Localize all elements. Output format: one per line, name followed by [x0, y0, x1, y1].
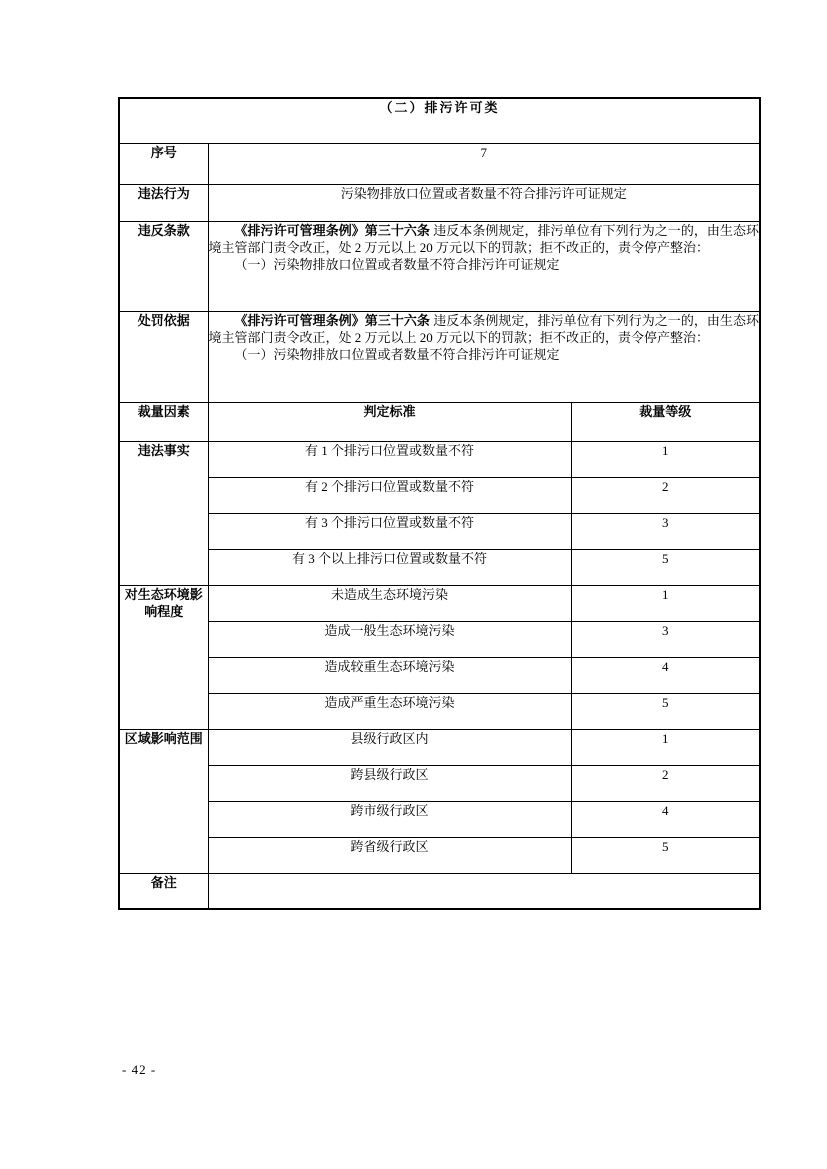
grade-cell: 5	[571, 838, 760, 874]
remark-label: 备注	[119, 874, 208, 910]
penalty-basis-item: （一）污染物排放口位置或者数量不符合排污许可证规定	[234, 347, 560, 362]
serial-label: 序号	[119, 144, 208, 185]
table-row	[119, 802, 760, 838]
grade-cell: 2	[571, 766, 760, 802]
table-row	[119, 658, 760, 694]
table-title: （二）排污许可类	[119, 98, 760, 144]
statute-citation: 《排污许可管理条例》第三十六条	[234, 223, 430, 238]
factor-group-label-impact: 对生态环境影响程度	[119, 586, 208, 730]
table-row	[119, 442, 760, 478]
serial-value: 7	[208, 144, 760, 185]
grade-cell: 1	[571, 586, 760, 622]
table-row	[119, 622, 760, 658]
table-row	[119, 694, 760, 730]
table-row	[119, 730, 760, 766]
table-row	[119, 766, 760, 802]
illegal-act-label: 违法行为	[119, 185, 208, 222]
violated-clause-label: 违反条款	[119, 222, 208, 312]
standard-cell: 跨市级行政区	[208, 802, 571, 838]
standard-cell: 造成严重生态环境污染	[208, 694, 571, 730]
violated-clause-paragraph	[209, 222, 760, 256]
grade-cell: 2	[571, 478, 760, 514]
penalty-basis-text	[208, 312, 760, 403]
grade-cell: 1	[571, 442, 760, 478]
violated-clause-text	[208, 222, 760, 312]
standard-cell: 造成较重生态环境污染	[208, 658, 571, 694]
grade-cell: 5	[571, 694, 760, 730]
standard-cell: 有 1 个排污口位置或数量不符	[208, 442, 571, 478]
statute-body: 违反本条例规定，排污单位有下列行为之一的，由生态环境主管部门责令改正，处 2 万元以上 20 万元以下的罚款；拒不改正的，责令停产整治：	[208, 313, 759, 345]
standard-cell: 有 2 个排污口位置或数量不符	[208, 478, 571, 514]
violated-clause-item: （一）污染物排放口位置或者数量不符合排污许可证规定	[234, 257, 560, 272]
table-row	[119, 550, 760, 586]
standard-cell: 跨县级行政区	[208, 766, 571, 802]
ruling-table	[118, 97, 761, 910]
grade-cell: 1	[571, 730, 760, 766]
table-row	[119, 838, 760, 874]
statute-body: 违反本条例规定，排污单位有下列行为之一的，由生态环境主管部门责令改正，处 2 万元以上 20 万元以下的罚款；拒不改正的，责令停产整治：	[208, 223, 759, 255]
table-row	[119, 478, 760, 514]
penalty-basis-label: 处罚依据	[119, 312, 208, 403]
grade-cell: 3	[571, 622, 760, 658]
grade-cell: 4	[571, 802, 760, 838]
standard-cell: 有 3 个排污口位置或数量不符	[208, 514, 571, 550]
criteria-standard-header: 判定标准	[208, 403, 571, 442]
standard-cell: 有 3 个以上排污口位置或数量不符	[208, 550, 571, 586]
standard-cell: 县级行政区内	[208, 730, 571, 766]
grade-cell: 4	[571, 658, 760, 694]
table-row	[119, 586, 760, 622]
table-row	[119, 514, 760, 550]
grade-cell: 5	[571, 550, 760, 586]
grade-cell: 3	[571, 514, 760, 550]
standard-cell: 造成一般生态环境污染	[208, 622, 571, 658]
statute-citation: 《排污许可管理条例》第三十六条	[234, 313, 430, 328]
illegal-act-value: 污染物排放口位置或者数量不符合排污许可证规定	[208, 185, 760, 222]
penalty-basis-paragraph	[209, 312, 760, 346]
factor-group-label-facts: 违法事实	[119, 442, 208, 586]
remark-value	[208, 874, 760, 910]
standard-cell: 未造成生态环境污染	[208, 586, 571, 622]
page-number: - 42 -	[122, 1062, 157, 1077]
criteria-grade-header: 裁量等级	[571, 403, 760, 442]
factor-group-label-region: 区域影响范围	[119, 730, 208, 874]
standard-cell: 跨省级行政区	[208, 838, 571, 874]
criteria-factor-header: 裁量因素	[119, 403, 208, 442]
